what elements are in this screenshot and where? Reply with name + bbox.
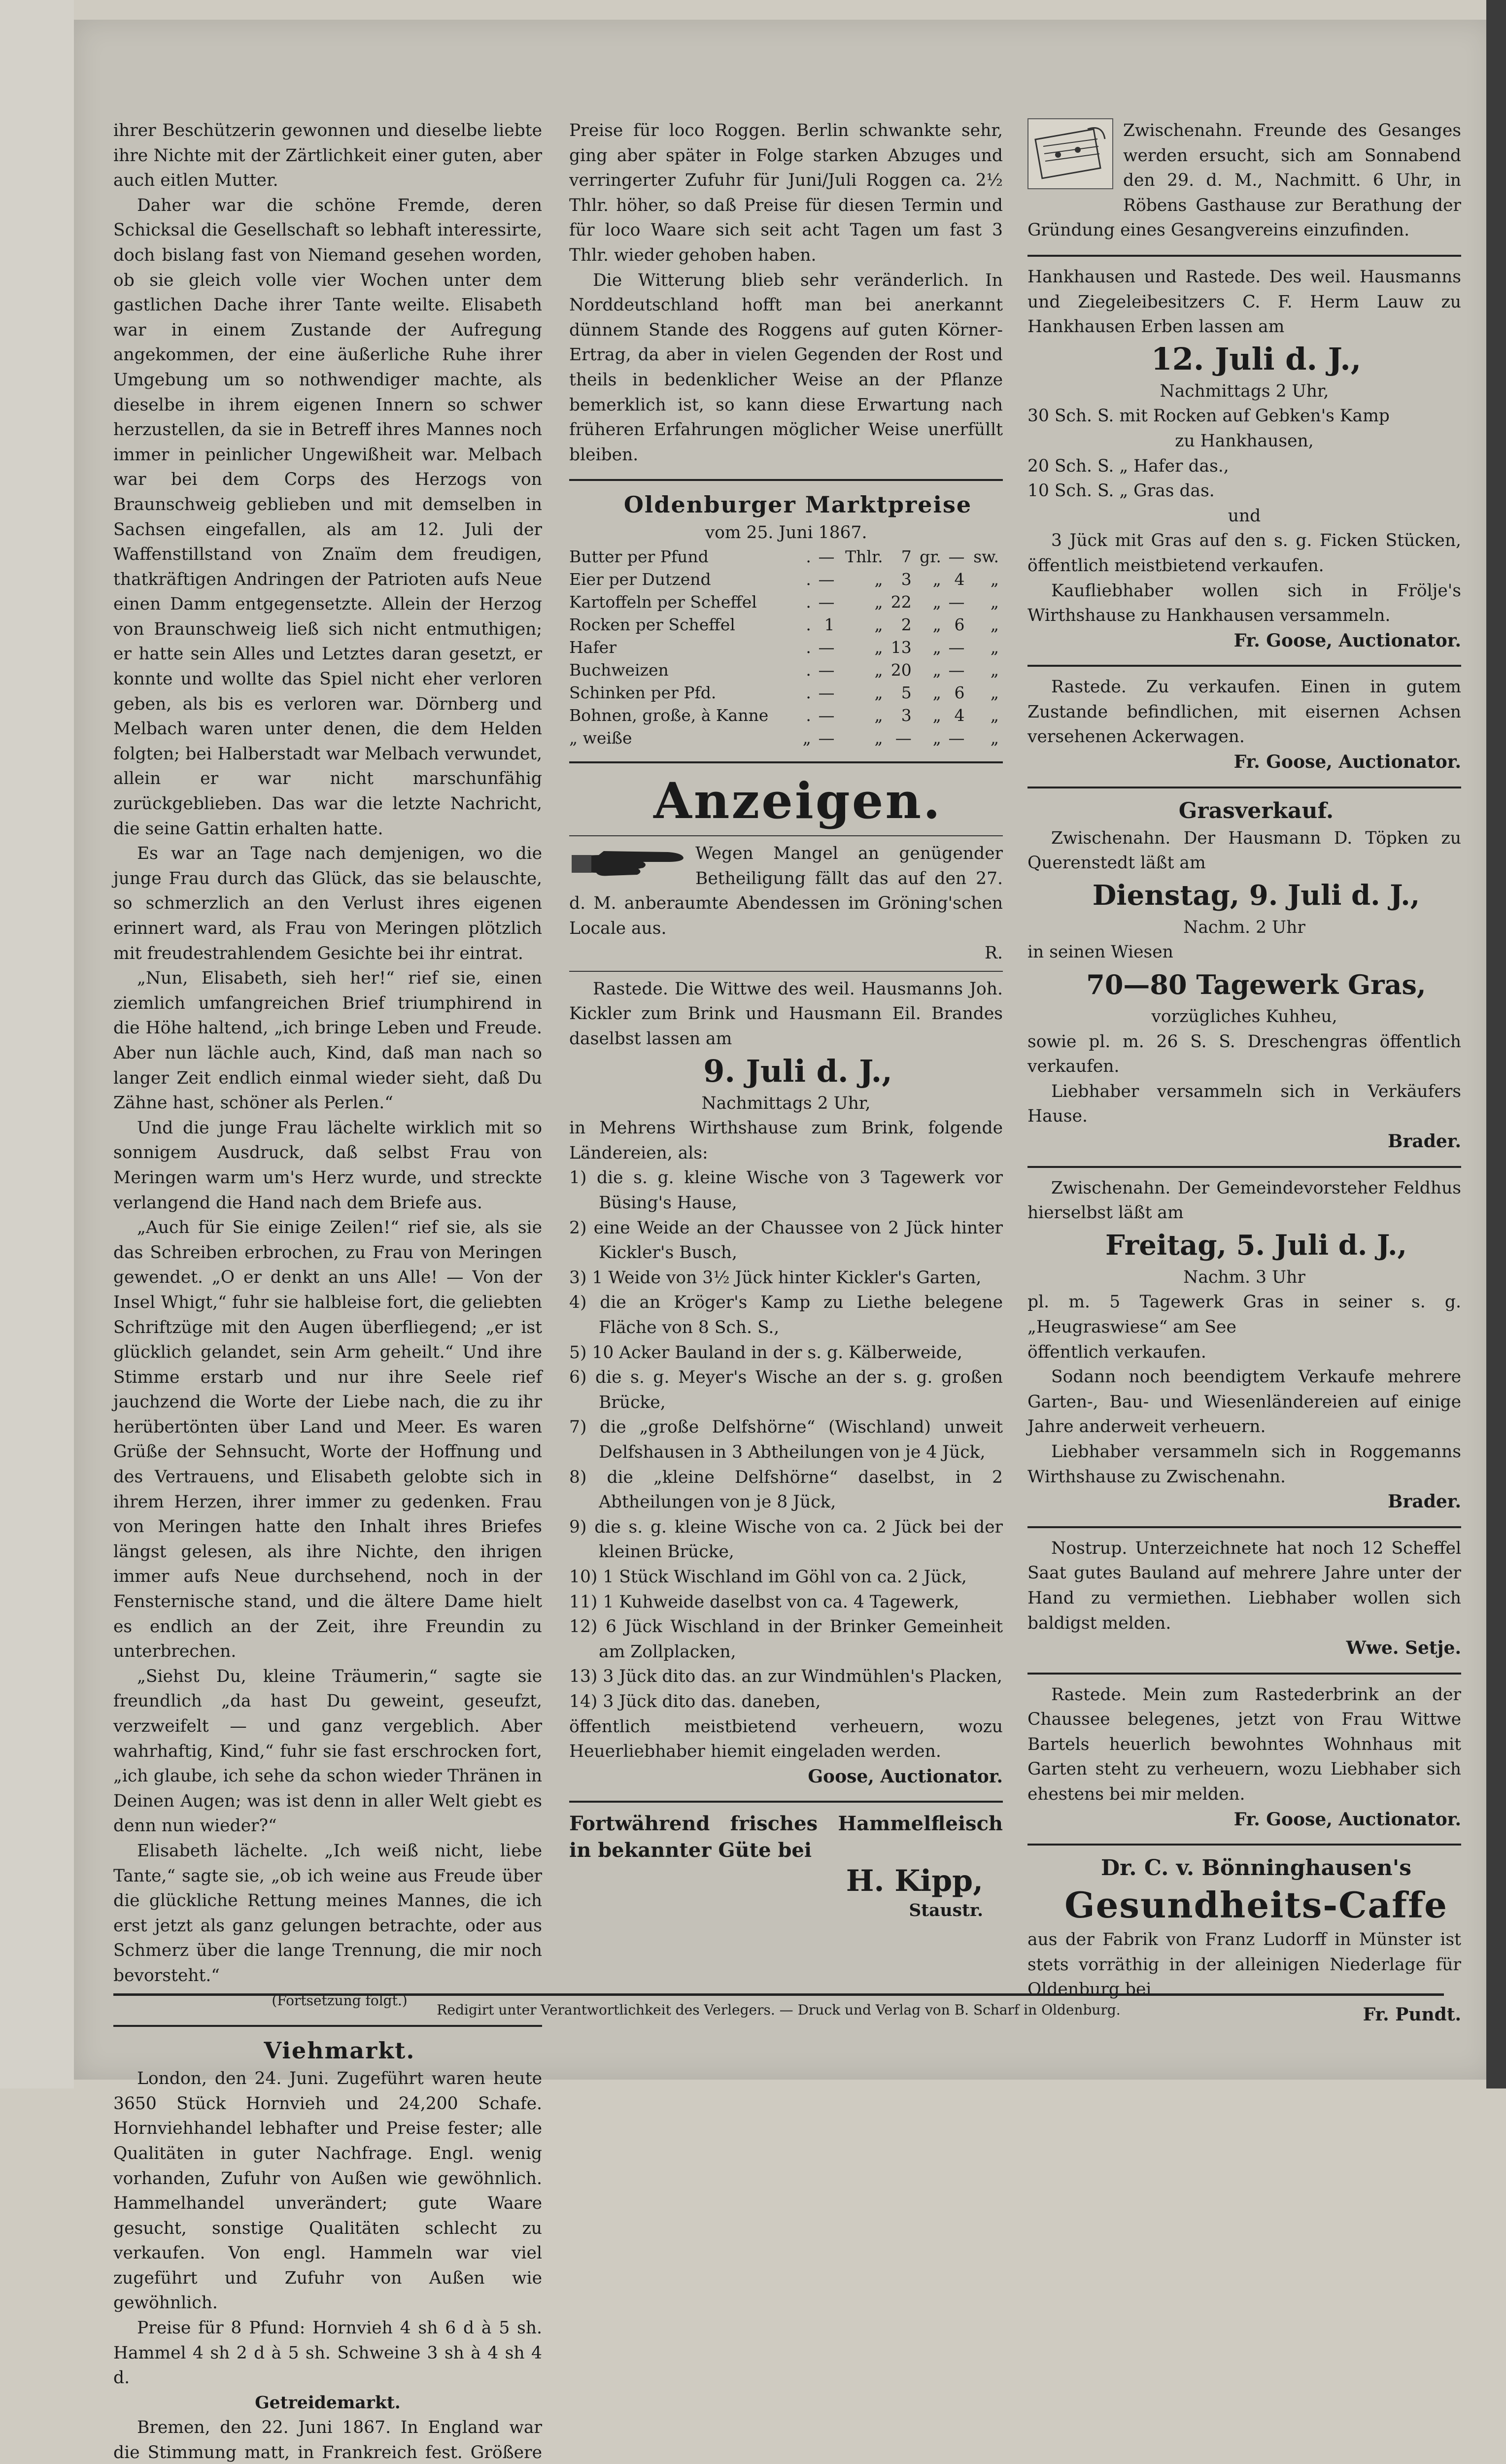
market-price-cell: Thlr. [845, 547, 883, 566]
ad-text: Wegen Mangel an genügender Betheiligung fällt das auf den 27. d. M. anberaumte Abendessen im Gröning'schen Locale aus. [569, 843, 1003, 938]
market-paragraph: Die Witterung blieb sehr veränderlich. In Norddeutschland hofft man bei anerkannt dünnem Stande des Roggens auf guten Körner-Ertrag, da aber in vielen Gegenden der Rost und theils in bedenklicher Weise an der Pflanze bemerklich ist, so kann diese Erwartung nach früheren Erfahrungen möglicher Weise unerfüllt bleiben. [569, 270, 1003, 465]
land-items-list [569, 1165, 1003, 1714]
viehmarkt-heading: Viehmarkt. [264, 2037, 415, 2064]
ad-text: Nostrup. Unterzeichnete hat noch 12 Scheffel Saat gutes Bauland auf mehrere Jahre unter der Hand zu vermiethen. Liebhaber wollen sich baldigst melden. [1027, 1538, 1461, 1633]
column-1 [113, 118, 542, 2464]
market-item-name: Rocken per Scheffel [569, 615, 735, 634]
continuation-note: (Fortsetzung folgt.) [272, 1992, 408, 2009]
market-price-cell: — [818, 547, 835, 566]
ad-line: in seinen Wiesen [1027, 942, 1173, 962]
market-price-cell: . [806, 547, 811, 566]
market-price-cell: 7 [901, 547, 912, 566]
market-price-cell: 4 [954, 705, 965, 725]
market-price-cell: — [895, 728, 912, 748]
market-price-cell: 3 [901, 705, 912, 725]
auction-date: 9. Juli d. J., [703, 1053, 892, 1089]
land-item: 13) 3 Jück dito das. an zur Windmühlen's Placken, [569, 1667, 1002, 1687]
market-price-cell: „ [932, 728, 941, 748]
market-price-cell: . [806, 660, 811, 680]
land-item: 4) die an Kröger's Kamp zu Liethe belegene Fläche von 8 Sch. S., [569, 1293, 1003, 1337]
ad-line: öffentlich verkaufen. [1027, 1342, 1206, 1362]
ad-signature: Fr. Goose, Auctionator. [1233, 1809, 1461, 1830]
pointing-hand-icon [569, 846, 687, 881]
ad-text: in Mehrens Wirthshause zum Brink, folgende Ländereien, als: [569, 1118, 1003, 1163]
ad-text: aus der Fabrik von Franz Ludorff in Münster ist stets vorräthig in der alleinigen Niederlage für Oldenburg bei [1027, 1930, 1461, 2000]
market-price-cell: „ [932, 660, 941, 680]
ad-signature: Fr. Goose, Auctionator. [1233, 752, 1461, 773]
market-price-cell: „ [990, 728, 999, 748]
market-price-cell: sw. [973, 547, 999, 566]
market-price-cell: „ [874, 705, 883, 725]
market-price-cell: „ [874, 683, 883, 702]
story-paragraph: Daher war die schöne Fremde, deren Schicksal die Gesellschaft so lebhaft interessirte, doch bislang fast von Niemand gesehen worden, ob sie gleich volle vier Wochen unter dem gastlichen Dache ihrer Tante weilte. Elisabeth war in einem Zustande der Aufregung angekommen, der eine äußerliche Ruhe ihrer Umgebung um so nothwendiger machte, als dieselbe in ihrem eigenen Innern so schwer herzustellen, da sie in Betreff ihres Mannes noch immer in peinlicher Ungewißheit war. Melbach war bei dem Corps des Herzogs von Braunschweig geblieben und mit demselben in Sachsen eingefallen, als am 12. Juli der Waffenstillstand von Znaïm dem freudigen, thatkräftigen Andringen der Patrioten aufs Neue einen Damm entgegensetzte. Allein der Herzog von Braunschweig ließ sich nicht entmuthigen; er hatte sein Alles und Letztes daran gesetzt, er konnte und wollte das Spiel nicht eher verloren geben, als bis es verloren war. Dörnberg und Melbach waren unter denen, die dem Helden folgten; bei Halberstadt war Melbach verwundet, allein er war nicht marschunfähig zurückgeblieben. Das war die letzte Nachricht, die seine Gattin erhalten hatte. [113, 195, 542, 839]
market-price-row [569, 704, 1003, 727]
section-divider [569, 1801, 1003, 1803]
scan-margin-left [0, 0, 74, 2088]
ad-text: Liebhaber versammeln sich in Roggemanns Wirthshause zu Zwischenahn. [1027, 1441, 1461, 1487]
section-divider [569, 761, 1003, 763]
auction-date: Dienstag, 9. Juli d. J., [1092, 879, 1420, 912]
market-price-cell: „ [990, 705, 999, 725]
section-divider [1027, 1673, 1461, 1675]
ad-line: und [1228, 506, 1261, 526]
kipp-address: Staustr. [909, 1901, 983, 1921]
story-paragraph: Es war an Tage nach demjenigen, wo die junge Frau durch das Glück, das sie belauschte, so schmerzlich an den Verlust ihres eigenen erinnert ward, als Frau von Meringen plötzlich mit freudestrahlendem Gesichte bei ihr eintrat. [113, 844, 542, 963]
market-price-cell: „ [990, 637, 999, 657]
scan-margin-right [1486, 0, 1506, 2088]
auction-time: Nachm. 3 Uhr [1183, 1267, 1305, 1287]
ad-text: Rastede. Mein zum Rastederbrink an der Chaussee belegenes, jetzt von Frau Wittwe Bartels heuerlich bewohntes Wohnhaus mit Garten steht zu verheuern, wozu Liebhaber sich ehestens bei mir melden. [1027, 1684, 1461, 1805]
grasverkauf-heading: Grasverkauf. [1178, 798, 1334, 823]
market-price-cell: „ [932, 637, 941, 657]
market-price-cell: „ [874, 592, 883, 612]
market-price-row [569, 591, 1003, 614]
section-divider [569, 835, 1003, 836]
column-3 [1027, 118, 1461, 2027]
ad-signature: Fr. Pundt. [1363, 2004, 1461, 2025]
land-item: 14) 3 Jück dito das. daneben, [569, 1691, 821, 1711]
market-price-cell: . [806, 637, 811, 657]
kipp-name: H. Kipp, [846, 1864, 983, 1899]
hammel-ad: Fortwährend frisches Hammelfleisch in bekannter Güte bei [569, 1812, 1003, 1862]
ad-text: öffentlich meistbietend verheuern, wozu Heuerliebhaber hiemit eingeladen werden. [569, 1716, 1003, 1762]
market-price-cell: „ [932, 592, 941, 612]
auction-date: 12. Juli d. J., [1151, 341, 1362, 377]
market-item-name: Bohnen, große, à Kanne [569, 705, 769, 725]
auction-time: Nachmittags 2 Uhr, [701, 1093, 871, 1113]
market-item-name: Eier per Dutzend [569, 569, 711, 589]
land-item: 5) 10 Acker Bauland in der s. g. Kälberweide, [569, 1342, 962, 1363]
land-item: 11) 1 Kuhweide daselbst von ca. 4 Tagewerk, [569, 1592, 959, 1612]
section-divider [1027, 787, 1461, 788]
market-item-name: Butter per Pfund [569, 547, 709, 566]
market-price-cell: „ [932, 683, 941, 702]
ad-text: 3 Jück mit Gras auf den s. g. Ficken Stücken, öffentlich meistbietend verkaufen. [1027, 531, 1461, 576]
ad-line: vorzügliches Kuhheu, [1151, 1007, 1337, 1027]
music-emblem-icon [1027, 118, 1113, 189]
market-price-cell: . [806, 592, 811, 612]
market-item-name: Hafer [569, 637, 616, 657]
auction-time: Nachmittags 2 Uhr, [1160, 381, 1329, 401]
market-price-cell: — [948, 728, 965, 748]
market-price-cell: „ [874, 728, 883, 748]
section-divider [1027, 1844, 1461, 1846]
ad-line: zu Hankhausen, [1175, 431, 1314, 451]
story-paragraph: „Siehst Du, kleine Träumerin,“ sagte sie freundlich „da hast Du geweint, geseufzt, verzweifelt — und ganz vergeblich. Aber wahrhaftig, Kind,“ fuhr sie fast erschrocken fort, „ich glaube, ich sehe da schon wieder Thränen in Deinen Augen; was ist denn in aller Welt giebt es denn nun wieder?“ [113, 1666, 542, 1836]
market-price-row [569, 568, 1003, 591]
market-price-cell: 1 [824, 615, 835, 634]
market-paragraph: Preise für 8 Pfund: Hornvieh 4 sh 6 d à 5 sh. Hammel 4 sh 2 d à 5 sh. Schweine 3 sh à 4 sh 4 d. [113, 2318, 542, 2388]
ad-text: Sodann noch beendigtem Verkaufe mehrere Garten-, Bau- und Wiesenländereien auf einige Jahre anderweit verheuern. [1027, 1367, 1461, 1437]
market-price-cell: . [806, 705, 811, 725]
ad-text: Liebhaber versammeln sich in Verkäufers Hause. [1027, 1081, 1461, 1127]
market-item-name: Kartoffeln per Scheffel [569, 592, 757, 612]
ad-signature: Brader. [1388, 1131, 1461, 1152]
market-price-cell: gr. [920, 547, 941, 566]
market-paragraph: Bremen, den 22. Juni 1867. In England war die Stimmung matt, in Frankreich fest. Größere [113, 2418, 542, 2463]
ad-signature: Brader. [1388, 1491, 1461, 1512]
market-price-cell: 6 [954, 683, 965, 702]
ad-signature: R. [985, 943, 1003, 963]
market-price-row [569, 682, 1003, 704]
market-price-cell: . [806, 683, 811, 702]
market-price-cell: 22 [890, 592, 912, 612]
market-item-name: „ weiße [569, 728, 632, 748]
market-price-cell: „ [990, 569, 999, 589]
story-paragraph: ihrer Beschützerin gewonnen und dieselbe liebte ihre Nichte mit der Zärtlichkeit einer guten, aber auch eitlen Mutter. [113, 121, 542, 191]
market-price-row [569, 614, 1003, 636]
market-paragraph: London, den 24. Juni. Zugeführt waren heute 3650 Stück Hornvieh und 24,200 Schafe. Hornviehhandel lebhafter und Preise fester; alle Qualitäten in guter Nachfrage. Engl. wenig vorhanden, Zufuhr von Außen wie gewöhnlich. Hammelhandel unverändert; gute Waare gesucht, sonstige Qualitäten schlecht zu verkaufen. Von engl. Hammeln war viel zugeführt und Zufuhr von Außen wie gewöhnlich. [113, 2069, 542, 2313]
market-item-name: Buchweizen [569, 660, 669, 680]
market-price-cell: — [948, 592, 965, 612]
market-price-cell: 20 [890, 660, 912, 680]
section-divider [1027, 1166, 1461, 1168]
market-price-cell: 4 [954, 569, 965, 589]
market-price-cell: — [818, 569, 835, 589]
land-item: 2) eine Weide an der Chaussee von 2 Jück hinter Kickler's Busch, [569, 1218, 1003, 1263]
section-divider [1027, 1526, 1461, 1528]
auction-date: Freitag, 5. Juli d. J., [1105, 1229, 1407, 1262]
imprint-footer: Redigirt unter Verantwortlichkeit des Verlegers. — Druck und Verlag von B. Scharf in Oldenburg. [113, 1993, 1444, 2018]
market-price-cell: . [806, 569, 811, 589]
market-price-cell: „ [874, 660, 883, 680]
story-paragraph: Elisabeth lächelte. „Ich weiß nicht, liebe Tante,“ sagte sie, „ob ich weine aus Freude über die glückliche Rettung meines Mannes, die ich erst jetzt als ganz gelungen betrachte, oder aus Schmerz über die lange Trennung, die mir noch bevorsteht.“ [113, 1841, 542, 1985]
market-price-cell: — [818, 637, 835, 657]
land-item: 1) die s. g. kleine Wische von 3 Tagewerk vor Büsing's Hause, [569, 1168, 1003, 1213]
market-price-cell: — [948, 547, 965, 566]
section-divider [113, 2025, 542, 2027]
ad-line: 10 Sch. S. „ Gras das. [1027, 481, 1215, 501]
getreidemarkt-heading: Getreidemarkt. [255, 2393, 401, 2413]
market-price-cell: — [818, 683, 835, 702]
section-divider [1027, 255, 1461, 257]
land-item: 7) die „große Delfshörne“ (Wischland) unweit Delfshausen in 3 Abtheilungen von je 4 Jück, [569, 1417, 1003, 1462]
market-price-row [569, 727, 1003, 750]
ad-line: 30 Sch. S. mit Rocken auf Gebken's Kamp [1027, 406, 1390, 426]
market-prices-table [569, 546, 1003, 750]
market-price-row [569, 659, 1003, 682]
ad-text: Rastede. Die Wittwe des weil. Hausmanns Joh. Kickler zum Brink und Hausmann Eil. Brandes daselbst lassen am [569, 979, 1003, 1049]
market-price-row [569, 546, 1003, 568]
market-price-cell: „ [990, 660, 999, 680]
market-price-cell: „ [990, 615, 999, 634]
market-price-cell: „ [874, 569, 883, 589]
market-price-cell: 6 [954, 615, 965, 634]
land-item: 6) die s. g. Meyer's Wische an der s. g. großen Brücke, [569, 1368, 1003, 1412]
market-price-cell: „ [874, 615, 883, 634]
market-item-name: Schinken per Pfd. [569, 683, 717, 702]
ad-text: Zwischenahn. Freunde des Gesanges werden ersucht, sich am Sonnabend den 29. d. M., Nachmitt. 6 Uhr, in Röbens Gasthause zur Berathung der Gründung eines Gesangvereins einzufinden. [1027, 121, 1461, 240]
ad-signature: Goose, Auctionator. [808, 1766, 1003, 1787]
market-price-cell: 3 [901, 569, 912, 589]
column-2 [569, 118, 1003, 1923]
land-item: 8) die „kleine Delfshörne“ daselbst, in 2 Abtheilungen von je 8 Jück, [569, 1467, 1003, 1512]
gesundheits-caffe-title: Gesundheits-Caffe [1064, 1884, 1448, 1926]
market-prices-date: vom 25. Juni 1867. [705, 523, 867, 543]
land-item: 9) die s. g. kleine Wische von ca. 2 Jück bei der kleinen Brücke, [569, 1517, 1003, 1562]
market-price-cell: — [818, 592, 835, 612]
anzeigen-heading: Anzeigen. [653, 771, 942, 830]
market-price-cell: „ [802, 728, 811, 748]
market-price-row [569, 636, 1003, 659]
market-price-cell: . [806, 615, 811, 634]
market-price-cell: 2 [901, 615, 912, 634]
market-prices-heading: Oldenburger Marktpreise [623, 491, 972, 518]
gras-amount: 70—80 Tagewerk Gras, [1086, 969, 1426, 1001]
ad-line: 20 Sch. S. „ Hafer das., [1027, 456, 1229, 476]
market-price-cell: — [818, 660, 835, 680]
market-price-cell: 13 [890, 637, 912, 657]
ad-text: Zwischenahn. Der Hausmann D. Töpken zu Querenstedt läßt am [1027, 828, 1461, 873]
section-divider [569, 971, 1003, 972]
market-price-cell: „ [874, 637, 883, 657]
market-price-cell: „ [932, 705, 941, 725]
market-price-cell: 5 [901, 683, 912, 702]
ad-text: Rastede. Zu verkaufen. Einen in gutem Zustande befindlichen, mit eisernen Achsen versehenen Ackerwagen. [1027, 677, 1461, 747]
ad-text: sowie pl. m. 26 S. S. Dreschengras öffentlich verkaufen. [1027, 1031, 1461, 1077]
bonninghausen-name: Dr. C. v. Bönninghausen's [1100, 1855, 1412, 1881]
section-divider [569, 479, 1003, 481]
market-price-cell: — [818, 705, 835, 725]
market-price-cell: „ [990, 683, 999, 702]
section-divider [1027, 665, 1461, 667]
ad-text: Kaufliebhaber wollen sich in Frölje's Wirthshause zu Hankhausen versammeln. [1027, 581, 1461, 626]
market-paragraph: Preise für loco Roggen. Berlin schwankte sehr, ging aber später in Folge starken Abzuges und verringerter Zufuhr für Juni/Juli Roggen ca. 2½ Thlr. höher, so daß Preise für diesen Termin und für loco Waare sich seit acht Tagen um fast 3 Thlr. wieder gehoben haben. [569, 121, 1003, 265]
land-item: 12) 6 Jück Wischland in der Brinker Gemeinheit am Zollplacken, [569, 1617, 1003, 1662]
ad-text: pl. m. 5 Tagewerk Gras in seiner s. g. „Heugraswiese“ am See [1027, 1292, 1461, 1337]
ad-signature: Wwe. Setje. [1346, 1638, 1461, 1659]
market-price-cell: „ [932, 615, 941, 634]
story-paragraph: „Nun, Elisabeth, sieh her!“ rief sie, einen ziemlich umfangreichen Brief triumphirend in die Höhe haltend, „ich bringe Leben und Freude. Aber nun lächle auch, Kind, daß man nach so langer Zeit endlich einmal wieder sieht, daß Du Zähne hast, schöner als Perlen.“ [113, 968, 542, 1113]
market-price-cell: — [948, 637, 965, 657]
land-item: 10) 1 Stück Wischland im Göhl von ca. 2 Jück, [569, 1567, 967, 1587]
story-paragraph: Und die junge Frau lächelte wirklich mit so sonnigem Ausdruck, daß selbst Frau von Meringen warm um's Herz wurde, und streckte verlangend die Hand nach dem Briefe aus. [113, 1118, 542, 1213]
market-price-cell: „ [990, 592, 999, 612]
ad-text: Zwischenahn. Der Gemeindevorsteher Feldhus hierselbst läßt am [1027, 1178, 1461, 1223]
auction-time: Nachm. 2 Uhr [1183, 917, 1305, 937]
ad-text: Hankhausen und Rastede. Des weil. Hausmanns und Ziegeleibesitzers C. F. Herm Lauw zu Hankhausen Erben lassen am [1027, 267, 1461, 337]
market-price-cell: — [818, 728, 835, 748]
story-paragraph: „Auch für Sie einige Zeilen!“ rief sie, als sie das Schreiben erbrochen, zu Frau von Meringen gewendet. „O er denkt an uns Alle! — Von der Insel Whigt,“ fuhr sie halbleise fort, die geliebten Schriftzüge mit den Augen überfliegend; „er ist glücklich gelandet, sein Arm geheilt.“ Und ihre Stimme erstarb und nur ihre Seele rief jauchzend die Worte der Liebe nach, die zu ihr herübertönten über Land und Meer. Es waren Grüße der Sehnsucht, Worte der Hoffnung und des Vertrauens, und Elisabeth gelobte sich in ihrem Herzen, ihrer immer zu gedenken. Frau von Meringen hatte den Inhalt ihres Briefes längst gelesen, als ihre Nichte, den ihrigen immer aufs Neue durchsehend, noch in der Fensternische stand, und die ältere Dame hielt es endlich an der Zeit, ihre Freundin zu unterbrechen. [113, 1218, 542, 1662]
land-item: 3) 1 Weide von 3½ Jück hinter Kickler's Garten, [569, 1267, 982, 1288]
market-price-cell: „ [932, 569, 941, 589]
market-price-cell: — [948, 660, 965, 680]
ad-signature: Fr. Goose, Auctionator. [1233, 630, 1461, 651]
